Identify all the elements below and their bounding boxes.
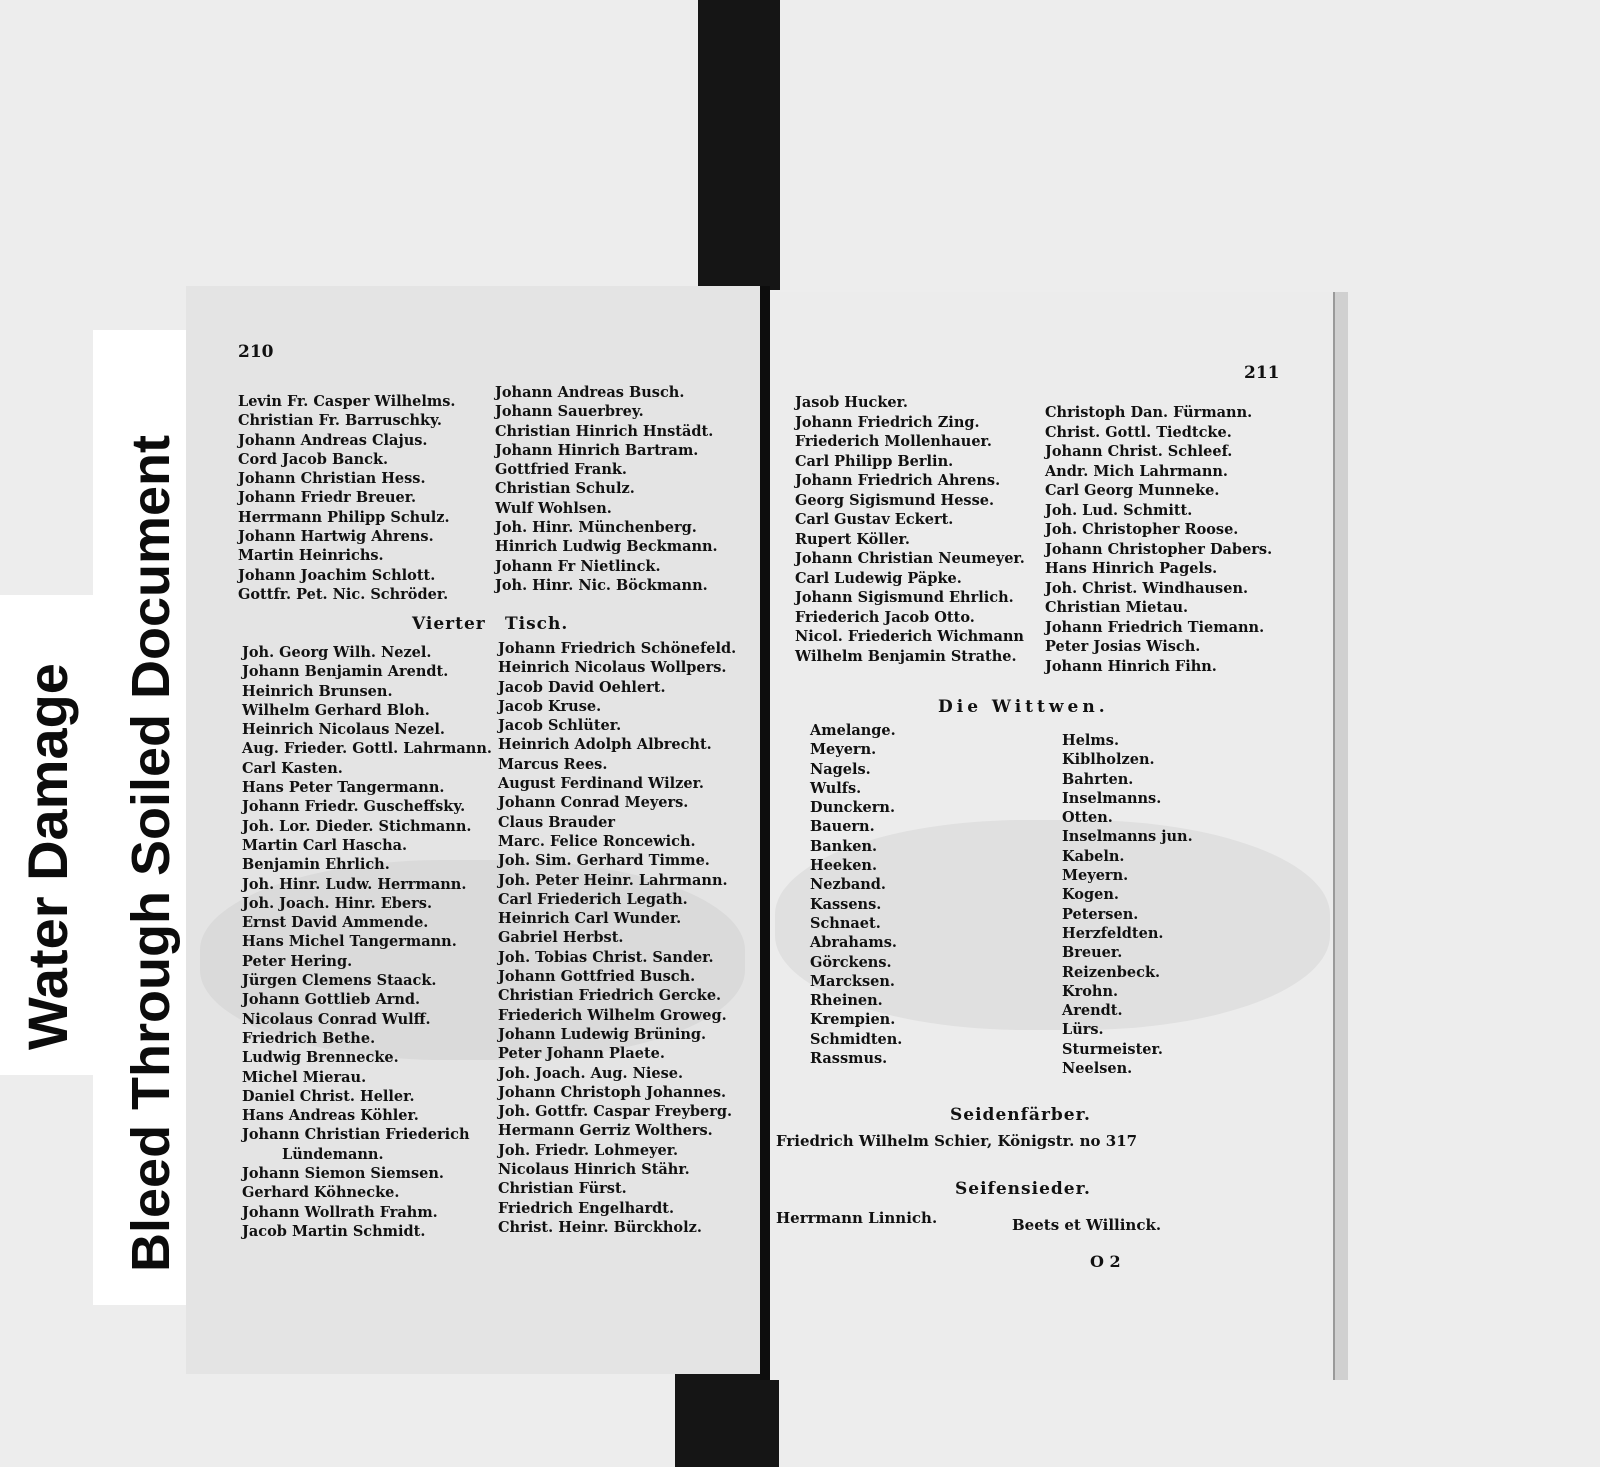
widow-entry: Dunckern. [810, 799, 895, 817]
widow-entry: Kiblholzen. [1062, 751, 1155, 769]
widow-entry: Nezband. [810, 876, 886, 894]
section-heading-tisch: Tisch. [505, 614, 569, 634]
widow-entry: Heeken. [810, 857, 878, 875]
right-col1-top-list [795, 393, 1025, 666]
name-entry: Hans Hinrich Pagels. [1045, 560, 1218, 577]
widow-entry: Reizenbeck. [1062, 963, 1161, 981]
name-entry: Heinrich Brunsen. [242, 682, 393, 700]
widow-entry: Amelange. [810, 722, 896, 739]
film-strip-bottom [675, 1374, 779, 1467]
name-entry: Christian Fürst. [498, 1180, 627, 1198]
name-entry: Johann Gottlieb Arnd. [242, 991, 421, 1009]
name-entry: Cord Jacob Banck. [238, 450, 389, 468]
name-entry: Joh. Lud. Schmitt. [1045, 501, 1193, 519]
name-entry: Johann Wollrath Frahm. [242, 1203, 438, 1221]
widow-entry: Herzfeldten. [1062, 924, 1164, 942]
name-entry: Gabriel Herbst. [498, 929, 624, 947]
name-entry: Joh. Tobias Christ. Sander. [498, 948, 714, 966]
name-entry: Johann Conrad Meyers. [498, 794, 689, 812]
name-entry: Jacob Martin Schmidt. [242, 1222, 426, 1240]
widow-entry: Schmidten. [810, 1030, 903, 1048]
name-entry: Jacob David Oehlert. [498, 678, 666, 696]
name-entry: August Ferdinand Wilzer. [498, 775, 704, 793]
widow-entry: Bauern. [810, 818, 875, 836]
name-entry: Christian Mietau. [1045, 599, 1189, 616]
name-entry: Joh. Friedr. Lohmeyer. [498, 1141, 679, 1159]
name-entry: Joh. Peter Heinr. Lahrmann. [498, 871, 728, 889]
name-entry: Heinrich Nicolaus Wollpers. [498, 659, 727, 677]
widow-entry: Marcksen. [810, 972, 895, 990]
widows-col2-list [1062, 731, 1193, 1078]
name-entry: Joh. Hinr. Münchenberg. [495, 519, 697, 537]
widow-entry: Görckens. [810, 953, 892, 971]
name-entry: Joh. Christ. Windhausen. [1045, 579, 1249, 597]
widow-entry: Meyern. [810, 741, 877, 759]
name-entry: Gottfr. Pet. Nic. Schröder. [238, 585, 449, 603]
name-entry: Christian Hinrich Hnstädt. [495, 422, 714, 440]
widow-entry: Kabeln. [1062, 847, 1125, 865]
name-entry: Peter Hering. [242, 952, 353, 970]
name-entry: Carl Philipp Berlin. [795, 452, 954, 470]
name-entry: Nicolaus Conrad Wulff. [242, 1010, 431, 1028]
name-entry: Marc. Felice Roncewich. [498, 832, 696, 850]
name-entry: Johann Christian Hess. [238, 470, 426, 488]
widow-entry: Kogen. [1062, 886, 1119, 904]
widow-entry: Banken. [810, 837, 878, 855]
name-entry: Joh. Georg Wilh. Nezel. [242, 644, 432, 661]
name-entry: Johann Friedr. Guscheffsky. [242, 798, 466, 816]
name-entry: Nicol. Friederich Wichmann [795, 628, 1024, 645]
book-gutter [760, 286, 770, 1380]
name-entry: Johann Friedr Breuer. [238, 489, 417, 507]
name-entry: Carl Georg Munneke. [1045, 482, 1220, 499]
soap-boiler-entry-right: Beets et Willinck. [1012, 1216, 1162, 1234]
water-damage-label: Water Damage [16, 663, 79, 1050]
name-entry: Hinrich Ludwig Beckmann. [495, 538, 718, 556]
name-entry: Hans Peter Tangermann. [242, 779, 445, 797]
name-entry: Heinrich Nicolaus Nezel. [242, 721, 445, 739]
name-entry: Jürgen Clemens Staack. [242, 972, 437, 990]
name-entry: Christian Schulz. [495, 480, 635, 498]
widow-entry: Lürs. [1062, 1021, 1104, 1039]
name-entry: Hans Andreas Köhler. [242, 1107, 419, 1125]
widow-entry: Schnaet. [810, 914, 881, 932]
name-entry: Johann Christian Friederich [242, 1126, 470, 1144]
name-entry: Johann Andreas Busch. [495, 384, 685, 401]
name-entry: Martin Heinrichs. [238, 547, 384, 565]
name-entry: Heinrich Adolph Albrecht. [498, 736, 712, 754]
name-entry: Johann Christoph Johannes. [498, 1083, 727, 1101]
widow-entry: Krohn. [1062, 982, 1119, 1000]
bleed-through-label: Bleed Through Soiled Document [121, 434, 181, 1272]
name-entry: Friedrich Bethe. [242, 1029, 376, 1047]
name-entry: Hans Michel Tangermann. [242, 933, 457, 951]
name-entry: Nicolaus Hinrich Stähr. [498, 1161, 690, 1179]
name-entry: Benjamin Ehrlich. [242, 856, 390, 874]
left-col1-bottom-list [242, 643, 492, 1241]
name-entry: Johann Siemon Siemsen. [242, 1165, 444, 1183]
name-entry: Gottfried Frank. [495, 461, 627, 479]
name-entry: Marcus Rees. [498, 755, 608, 773]
signature-mark: O 2 [1090, 1252, 1121, 1271]
widow-entry: Inselmanns jun. [1062, 828, 1193, 846]
name-entry: Wilhelm Benjamin Strathe. [795, 647, 1017, 665]
name-entry: Johann Andreas Clajus. [238, 431, 428, 449]
name-entry: Christian Friedrich Gercke. [498, 987, 722, 1005]
name-entry: Rupert Köller. [795, 530, 910, 548]
name-entry: Johann Hinrich Fihn. [1045, 657, 1217, 675]
name-entry: Joh. Joach. Hinr. Ebers. [242, 894, 432, 912]
name-entry: Georg Sigismund Hesse. [795, 491, 995, 509]
name-entry: Gerhard Köhnecke. [242, 1184, 400, 1202]
name-entry: Johann Sauerbrey. [495, 403, 644, 421]
widow-entry: Abrahams. [810, 934, 897, 952]
name-entry: Joh. Hinr. Ludw. Herrmann. [242, 875, 467, 893]
widow-entry: Petersen. [1062, 905, 1139, 923]
page-edge [1333, 292, 1348, 1380]
widows-col1-list [810, 721, 902, 1068]
name-entry: Johann Sigismund Ehrlich. [795, 589, 1014, 606]
name-entry: Martin Carl Hascha. [242, 836, 408, 854]
name-entry: Johann Friedrich Tiemann. [1045, 618, 1265, 636]
name-entry: Aug. Frieder. Gottl. Lahrmann. [242, 740, 492, 758]
film-strip-top [698, 0, 780, 290]
widow-entry: Meyern. [1062, 867, 1129, 885]
name-entry-continued: Lündemann. [282, 1145, 384, 1163]
name-entry: Heinrich Carl Wunder. [498, 910, 682, 928]
name-entry: Andr. Mich Lahrmann. [1045, 462, 1228, 480]
name-entry: Christoph Dan. Fürmann. [1045, 404, 1253, 421]
widow-entry: Breuer. [1062, 944, 1123, 962]
name-entry: Johann Friedrich Schönefeld. [498, 640, 737, 657]
widow-entry: Nagels. [810, 760, 871, 778]
name-entry: Joh. Lor. Dieder. Stichmann. [242, 817, 472, 835]
name-entry: Daniel Christ. Heller. [242, 1087, 415, 1105]
name-entry: Johann Fr Nietlinck. [495, 557, 661, 575]
widow-entry: Rheinen. [810, 992, 883, 1010]
widow-entry: Wulfs. [810, 779, 862, 797]
soap-boiler-entry-left: Herrmann Linnich. [776, 1209, 938, 1227]
left-col2-bottom-list [498, 639, 736, 1237]
widow-entry: Sturmeister. [1062, 1040, 1163, 1058]
name-entry: Johann Christ. Schleef. [1045, 443, 1233, 460]
widow-entry: Bahrten. [1062, 770, 1134, 788]
name-entry: Carl Gustav Eckert. [795, 511, 954, 528]
name-entry: Johann Ludewig Brüning. [498, 1025, 707, 1043]
name-entry: Friederich Mollenhauer. [795, 433, 992, 450]
name-entry: Joh. Gottfr. Caspar Freyberg. [498, 1103, 733, 1121]
left-col2-top-list [495, 383, 718, 595]
name-entry: Friedrich Engelhardt. [498, 1199, 675, 1217]
name-entry: Jacob Schlüter. [498, 717, 622, 735]
name-entry: Wulf Wohlsen. [495, 499, 612, 517]
name-entry: Johann Gottfried Busch. [498, 968, 696, 986]
name-entry: Joh. Sim. Gerhard Timme. [498, 852, 710, 870]
right-col2-top-list [1045, 403, 1272, 676]
name-entry: Johann Friedrich Zing. [795, 413, 980, 431]
name-entry: Johann Benjamin Arendt. [242, 663, 449, 681]
widow-entry: Inselmanns. [1062, 789, 1162, 807]
widow-entry: Arendt. [1062, 1002, 1123, 1020]
page-number-right: 211 [1244, 363, 1280, 383]
name-entry: Peter Johann Plaete. [498, 1045, 665, 1063]
left-col1-top-list [238, 392, 455, 604]
name-entry: Joh. Hinr. Nic. Böckmann. [495, 576, 708, 594]
name-entry: Christ. Heinr. Bürckholz. [498, 1218, 702, 1236]
name-entry: Christian Fr. Barruschky. [238, 412, 442, 430]
name-entry: Jacob Kruse. [498, 697, 602, 715]
name-entry: Herrmann Philipp Schulz. [238, 508, 450, 526]
widow-entry: Kassens. [810, 895, 882, 913]
name-entry: Friederich Jacob Otto. [795, 608, 975, 626]
name-entry: Ernst David Ammende. [242, 914, 429, 932]
name-entry: Christ. Gottl. Tiedtcke. [1045, 423, 1232, 441]
widow-entry: Krempien. [810, 1011, 896, 1029]
name-entry: Carl Ludewig Päpke. [795, 569, 962, 587]
name-entry: Johann Christian Neumeyer. [795, 550, 1025, 567]
section-heading-silk-dyer: Seidenfärber. [950, 1105, 1091, 1125]
name-entry: Johann Joachim Schlott. [238, 566, 436, 584]
widow-entry: Neelsen. [1062, 1060, 1133, 1078]
section-heading-vierter: Vierter [412, 614, 486, 634]
widow-entry: Otten. [1062, 809, 1113, 827]
name-entry: Peter Josias Wisch. [1045, 638, 1201, 655]
name-entry: Michel Mierau. [242, 1068, 367, 1086]
widow-entry: Rassmus. [810, 1050, 888, 1068]
name-entry: Carl Friederich Legath. [498, 890, 688, 908]
name-entry: Johann Friedrich Ahrens. [795, 472, 1001, 489]
page-number-left: 210 [238, 342, 274, 362]
name-entry: Wilhelm Gerhard Bloh. [242, 701, 430, 719]
name-entry: Johann Hartwig Ahrens. [238, 528, 434, 546]
name-entry: Ludwig Brennecke. [242, 1049, 399, 1067]
name-entry: Friederich Wilhelm Groweg. [498, 1006, 727, 1024]
name-entry: Claus Brauder [498, 813, 616, 831]
name-entry: Levin Fr. Casper Wilhelms. [238, 393, 456, 410]
silk-dyer-entry: Friedrich Wilhelm Schier, Königstr. no 317 [776, 1132, 1138, 1150]
widow-entry: Helms. [1062, 732, 1119, 749]
name-entry: Carl Kasten. [242, 759, 343, 777]
section-heading-soap-boiler: Seifensieder. [955, 1179, 1091, 1199]
name-entry: Jasob Hucker. [795, 394, 908, 411]
name-entry: Johann Hinrich Bartram. [495, 441, 699, 459]
name-entry: Joh. Christopher Roose. [1045, 521, 1239, 538]
name-entry: Joh. Joach. Aug. Niese. [498, 1064, 684, 1082]
name-entry: Johann Christopher Dabers. [1045, 540, 1273, 558]
section-heading-widows: Die Wittwen. [938, 697, 1109, 717]
name-entry: Hermann Gerriz Wolthers. [498, 1122, 713, 1140]
